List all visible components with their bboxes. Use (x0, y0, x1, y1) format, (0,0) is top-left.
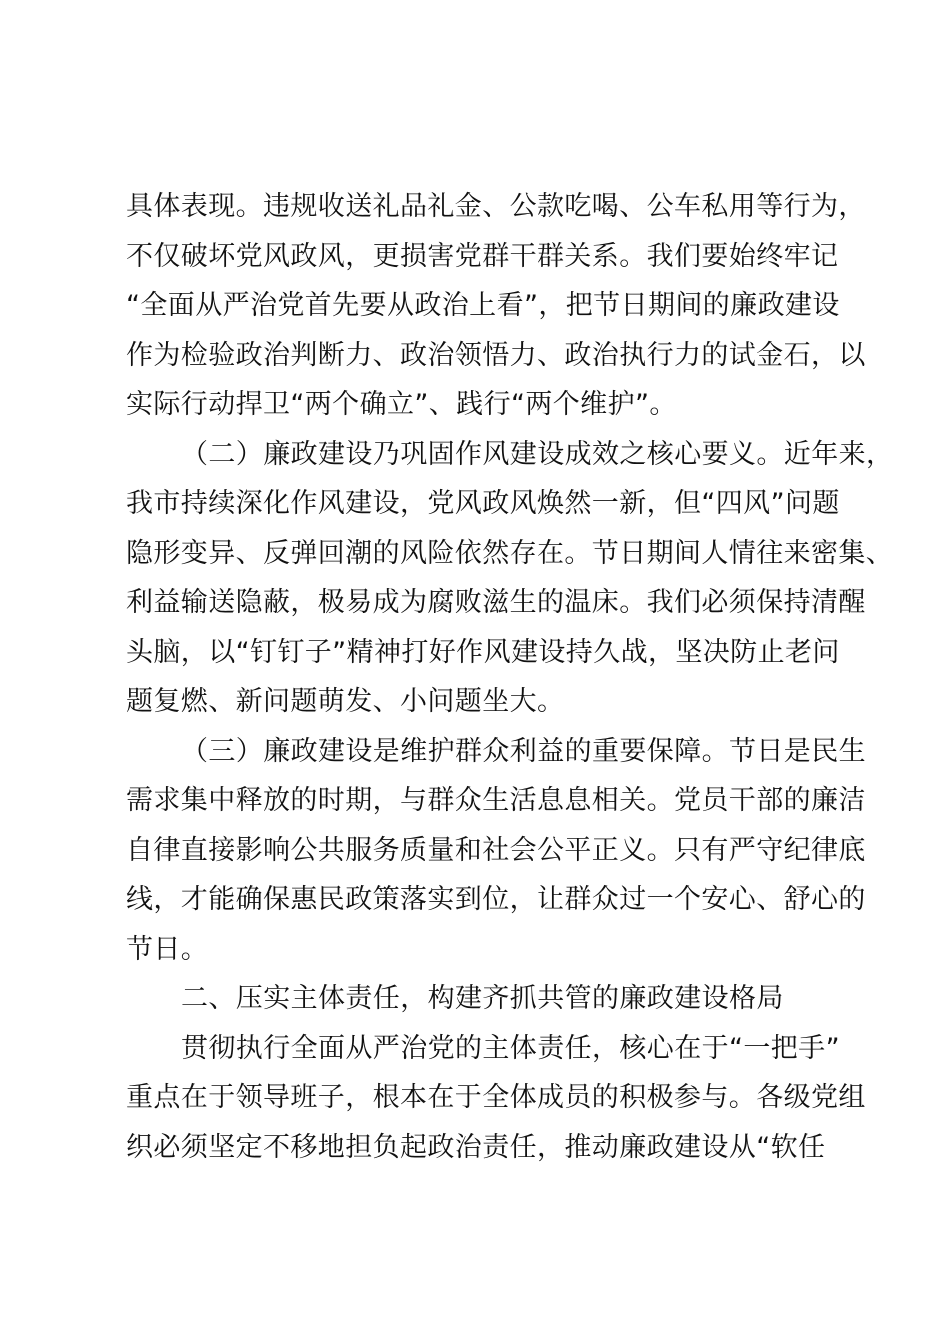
text-line: 题复燃、新问题萌发、小问题坐大。 (126, 686, 565, 717)
text-line: 线，才能确保惠民政策落实到位，让群众过一个安心、舒心的 (126, 884, 866, 915)
text-line: 不仅破坏党风政风，更损害党群干群关系。我们要始终牢记 (126, 240, 839, 272)
text-line: 隐形变异、反弹回潮的风险依然存在。节日期间人情往来密集、 (126, 537, 894, 569)
paragraph-heading-2: （二）廉政建设乃巩固作风建设成效之核心要义。近年来， (181, 438, 894, 470)
text-line: 我市持续深化作风建设，党风政风焕然一新，但“四风”问题 (126, 488, 840, 519)
document-body (126, 182, 894, 1172)
text-line: 需求集中释放的时期，与群众生活息息相关。党员干部的廉洁 (126, 785, 866, 816)
text-line: 贯彻执行全面从严治党的主体责任，核心在于“一把手” (181, 1032, 840, 1064)
text-line: 头脑，以“钉钉子”精神打好作风建设持久战，坚决防止老问 (126, 636, 840, 668)
text-line: 重点在于领导班子，根本在于全体成员的积极参与。各级党组 (126, 1082, 866, 1113)
text-line: 织必须坚定不移地担负起政治责任，推动廉政建设从“软任 (126, 1131, 826, 1163)
text-line: “全面从严治党首先要从政治上看”，把节日期间的廉政建设 (126, 290, 840, 321)
text-line: 具体表现。违规收送礼品礼金、公款吃喝、公车私用等行为， (126, 191, 866, 222)
text-line: 自律直接影响公共服务质量和社会公平正义。只有严守纪律底 (126, 834, 866, 866)
text-line: 利益输送隐蔽，极易成为腐败滋生的温床。我们必须保持清醒 (126, 587, 866, 618)
section-heading: 二、压实主体责任，构建齐抓共管的廉政建设格局 (181, 983, 784, 1014)
text-line: 实际行动捍卫“两个确立”、践行“两个维护”。 (126, 389, 677, 420)
paragraph-heading-3: （三）廉政建设是维护群众利益的重要保障。节日是民生 (181, 735, 866, 767)
text-line: 节日。 (126, 933, 209, 965)
text-line: 作为检验政治判断力、政治领悟力、政治执行力的试金石，以 (126, 339, 866, 371)
